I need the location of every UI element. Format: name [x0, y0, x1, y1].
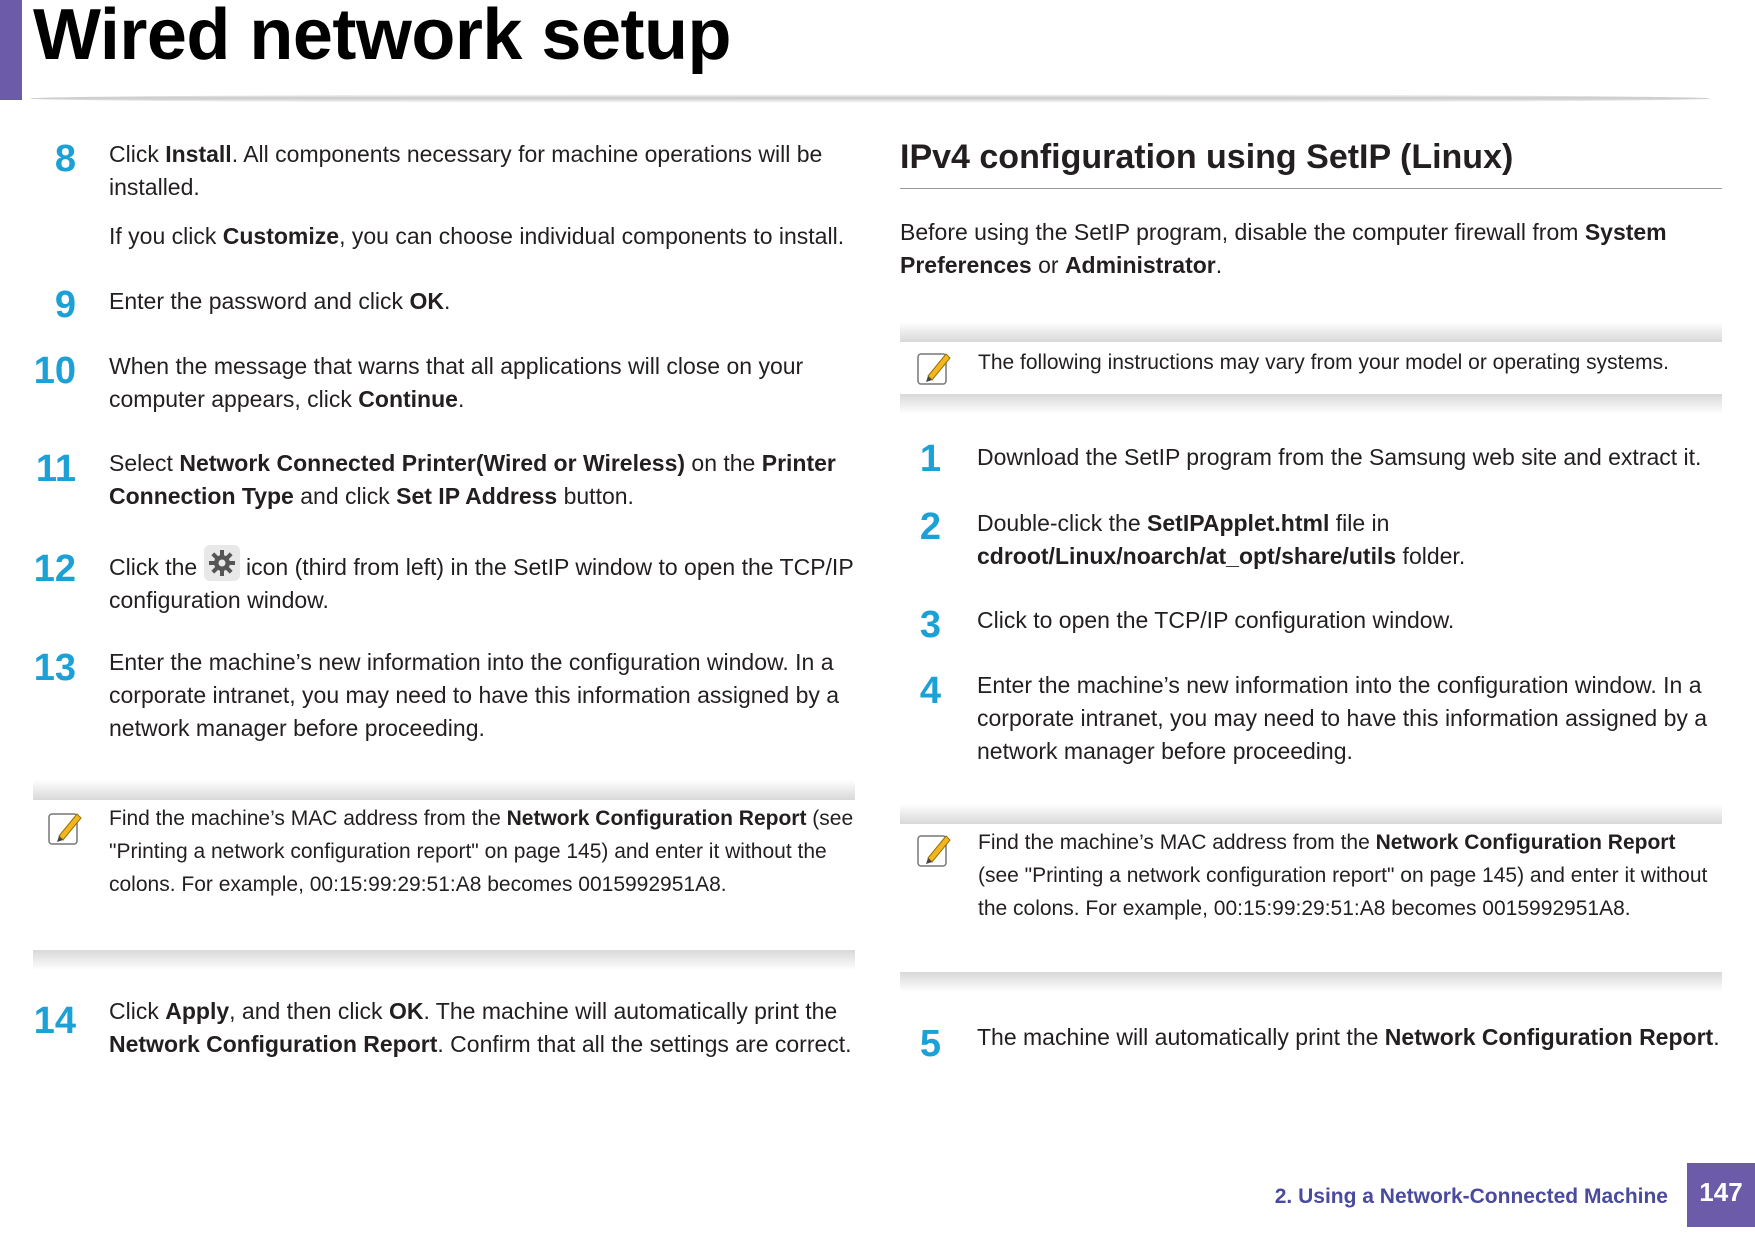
step-2-text: Double-click the SetIPApplet.html file in cdroot/Linux/noarch/at_opt/share/utils folder.	[977, 510, 1466, 569]
step-13-text: Enter the machine’s new information into the configuration window. In a corporate intranet, you may need to have this information assigned by a network manager before proceeding.	[109, 649, 840, 741]
step-8-subtext: If you click Customize, you can choose individual components to install.	[109, 223, 845, 249]
step-number-8: 8	[54, 138, 76, 180]
note-bottom-bar	[900, 394, 1722, 414]
step-10-text: When the message that warns that all applications will close on your computer appears, click Continue.	[109, 353, 804, 412]
gear-icon	[204, 545, 240, 581]
step-8-text: Click Install. All components necessary for machine operations will be installed.	[109, 141, 823, 200]
note-bottom-bar	[33, 950, 855, 970]
step-1-text: Download the SetIP program from the Samsung web site and extract it.	[977, 444, 1702, 470]
section-title-rule	[900, 188, 1722, 189]
note-text: Find the machine’s MAC address from the Network Configuration Report (see "Printing a network configuration report" on page 145) and enter it without the colons. For example, 00:15:99:29:51:A8 becomes 0015992951A8.	[978, 831, 1708, 920]
title-accent-bar	[0, 0, 22, 100]
step-number-13: 13	[33, 647, 76, 689]
step-11-text: Select Network Connected Printer(Wired or Wireless) on the Printer Connection Type and click Set IP Address button.	[109, 450, 836, 509]
step-number-4: 4	[919, 670, 941, 712]
step-number-14: 14	[33, 1000, 76, 1042]
section-title: IPv4 configuration using SetIP (Linux)	[900, 138, 1514, 176]
pencil-icon	[47, 808, 83, 848]
footer-chapter-label: 2. Using a Network-Connected Machine	[1274, 1185, 1668, 1208]
step-number-2: 2	[919, 506, 941, 548]
step-9-text: Enter the password and click OK.	[109, 288, 451, 314]
page-number: 147	[1687, 1163, 1755, 1227]
title-underline	[30, 94, 1710, 103]
note-top-bar	[33, 780, 855, 800]
step-number-5: 5	[919, 1023, 941, 1065]
step-number-10: 10	[33, 350, 76, 392]
pencil-icon	[916, 348, 952, 388]
note-text: The following instructions may vary from your model or operating systems.	[978, 351, 1669, 374]
note-top-bar	[900, 322, 1722, 342]
intro-paragraph: Before using the SetIP program, disable the computer firewall from System Preferences or Administrator.	[900, 219, 1667, 278]
pencil-icon	[916, 830, 952, 870]
note-box-right-1	[900, 322, 1722, 414]
page-title: Wired network setup	[33, 0, 731, 75]
note-text: Find the machine’s MAC address from the Network Configuration Report (see "Printing a network configuration report" on page 145) and enter it without the colons. For example, 00:15:99:29:51:A8 becomes 0015992951A8.	[109, 807, 854, 896]
note-top-bar	[900, 804, 1722, 824]
step-14-text: Click Apply, and then click OK. The machine will automatically print the Network Configuration Report. Confirm that all the settings are correct.	[109, 998, 852, 1057]
step-3-text: Click to open the TCP/IP configuration window.	[977, 607, 1455, 633]
step-12-text: Click the icon (third from left) in the SetIP window to open the TCP/IP configuration window.	[109, 545, 854, 617]
step-number-1: 1	[919, 438, 941, 480]
note-box-left	[33, 780, 855, 970]
step-number-9: 9	[54, 284, 76, 326]
step-5-text: The machine will automatically print the Network Configuration Report.	[977, 1024, 1720, 1050]
step-number-3: 3	[919, 604, 941, 646]
note-bottom-bar	[900, 972, 1722, 992]
step-number-12: 12	[33, 548, 76, 590]
note-box-right-2	[900, 804, 1722, 992]
step-4-text: Enter the machine’s new information into the configuration window. In a corporate intranet, you may need to have this information assigned by a network manager before proceeding.	[977, 672, 1708, 764]
step-number-11: 11	[35, 448, 76, 490]
